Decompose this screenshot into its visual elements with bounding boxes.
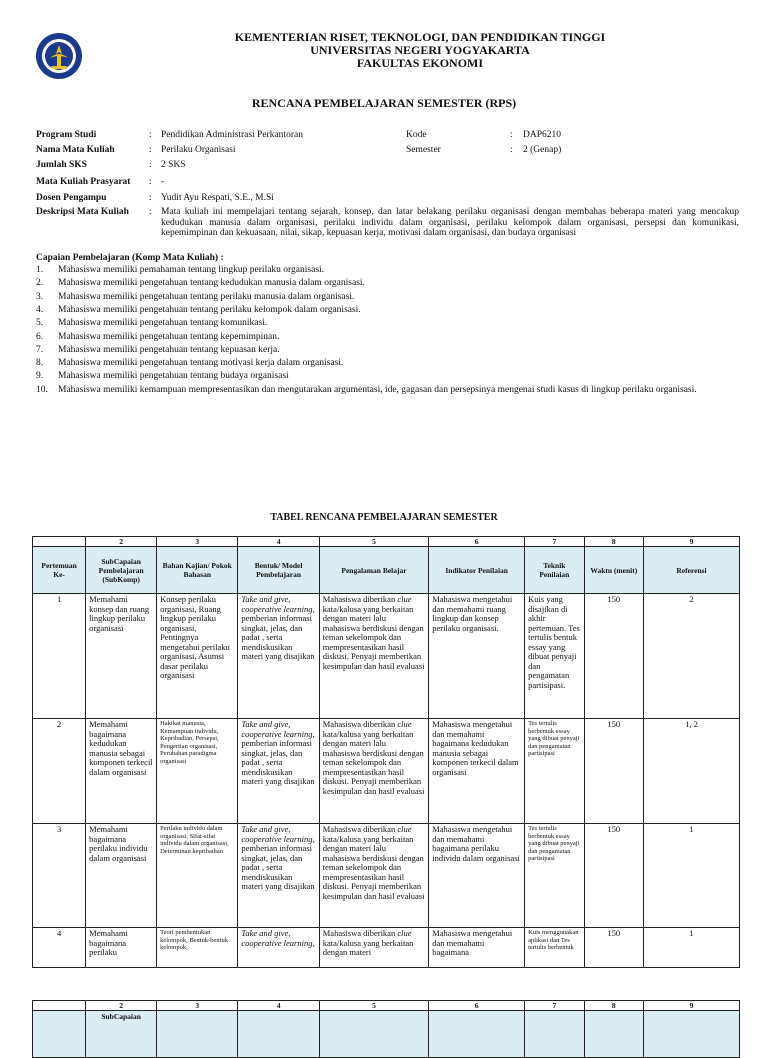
document-title: RENCANA PEMBELAJARAN SEMESTER (RPS)	[251, 96, 517, 110]
header-subkomp: SubCapaian	[86, 1011, 157, 1058]
header-subkomp: SubCapaian Pembelajaran (SubKomp)	[86, 547, 157, 594]
uny-logo-icon	[35, 32, 83, 80]
column-number-row: 2 3 4 5 6 7 8 9	[33, 537, 740, 547]
program-studi-label: Program Studi	[36, 130, 97, 140]
semester-label: Semester	[406, 145, 441, 155]
header-model: Bentuk/ Model Pembelajaran	[238, 547, 319, 594]
faculty-heading: FAKULTAS EKONOMI	[356, 56, 484, 70]
sks-value: 2 SKS	[161, 160, 186, 170]
colon: :	[149, 207, 152, 217]
colon: :	[149, 193, 152, 203]
header-indikator: Indikator Penilaian	[429, 547, 525, 594]
table-row: 2 Memahami bagaimana kedudukan manusia sebagai komponen terkecil dalam organisasi Hakikat manusia, Kemampuan individu, Kepribadian, Persepsi, Pengertian organisasi, Perubahan paradigma organisasi Take and give, cooperative learning, pemberian informasi singkat, jelas, dan padat , serta mendiskusikan materi yang disajikan Mahasiswa diberikan clue kata/kalusa yang berkaitan dengan materi lalu mahasiswa berdiskusi dengan teman sekelompok dan mempresentasikan hasil diskusi. Penyaji memberikan kesimpulan dan hasil evaluasi Mahasiswa mengetahui dan memahami bagaimana kedudukan manusia sebagai komponen terkecil dalam organisasi Tes tertulis berbentuk essay yang dibuat penyaji dan pengamatan partisipasi 150 1, 2	[33, 719, 740, 824]
colon: :	[149, 160, 152, 170]
colon: :	[149, 145, 152, 155]
dosen-label: Dosen Pengampu	[36, 193, 107, 203]
table-row: 1 Memahami konsep dan ruang lingkup perilaku organisasi Konsep perilaku organisasi, Ruang lingkup perilaku organisasi, Pentingnya mengetahui perilaku organisasi, Asumsi dasar perilaku organisasi Take and give, cooperative learning, pemberian informasi singkat, jelas, dan padat , serta mendiskusikan materi yang disajikan Mahasiswa diberikan clue kata/kalusa yang berkaitan dengan materi lalu mahasiswa berdiskusi dengan teman sekelompok dan mempresentasikan hasil diskusi. Penyaji memberikan kesimpulan dan hasil evaluasi Mahasiswa mengetahui dan memahami ruang lingkup dan konsep perilaku organisasi. Kuis yang disajikan di akhir pertemuan. Tes tertulis bentuk essay yang dibuat penyaji dan pengamatan partisipasi. 150 2	[33, 594, 740, 719]
table-header-row	[33, 1011, 740, 1058]
rps-table-continued	[32, 1000, 740, 1058]
program-studi-value: Pendidikan Administrasi Perkantoran	[161, 130, 303, 140]
kode-value: DAP6210	[523, 130, 562, 140]
sks-label: Jumlah SKS	[36, 160, 87, 170]
semester-value: 2 (Genap)	[523, 145, 562, 155]
university-heading: UNIVERSITAS NEGERI YOGYAKARTA	[310, 43, 530, 57]
header-pengalaman: Pengalaman Belajar	[319, 547, 428, 594]
dosen-value: Yudit Ayu Respati, S.E., M.Si	[161, 193, 274, 203]
colon: :	[149, 177, 152, 187]
capaian-title: Capaian Pembelajaran (Komp Mata Kuliah) :	[36, 253, 224, 263]
colon: :	[149, 130, 152, 140]
header-referensi: Referensi	[644, 547, 740, 594]
rps-table	[32, 536, 740, 968]
deskripsi-value: Mata kuliah ini mempelajari tentang sejarah, konsep, dan latar belakang perilaku organisasi dengan membahas beberapa materi yang mencakup kedudukan manusia dalam organisasi, perilaku individu dalam organisasi, perilaku kelompok dalam organisasi, persepsi dan komunikasi, kepemimpinan dan kekuasaan, nilai, sikap, kepuasan kerja, motivasi dalam organisasi, dan budaya organisasi	[161, 207, 739, 238]
table-header-row	[33, 547, 740, 594]
header-waktu: Waktu (menit)	[584, 547, 643, 594]
deskripsi-label: Deskripsi Mata Kuliah	[36, 207, 129, 217]
table-row: 3 Memahami bagaimana perilaku individu dalam organisasi Perilaku individu dalam organisasi, Sifat-sifat individu dalam organisasi, Determinan kepribadian Take and give, cooperative learning, pemberian informasi singkat, jelas, dan padat , serta mendiskusikan materi yang disajikan Mahasiswa diberikan clue kata/kalusa yang berkaitan dengan materi lalu mahasiswa berdiskusi dengan teman sekelompok dan mempresentasikan hasil diskusi. Penyaji memberikan kesimpulan dan hasil evaluasi Mahasiswa mengetahui dan memahami bagaimana perilaku individu dalam organisasi Tes tertulis berbentuk essay yang dibuat penyaji dan pengamatan partisipasi 150 1	[33, 824, 740, 928]
mata-kuliah-label: Nama Mata Kuliah	[36, 145, 115, 155]
header-bahan: Bahan Kajian/ Pokok Bahasan	[157, 547, 238, 594]
colon: :	[510, 130, 513, 140]
kode-label: Kode	[406, 130, 427, 140]
table-row: 4 Memahami bagaimana perilaku Teori pembentukan kelompok, Bentuk-bentuk kelompok, Take and give, cooperative learning, Mahasiswa diberikan clue kata/kalusa yang berkaitan dengan materi Mahasiswa mengetahui dan memahami bagaimana Kuis menggunakan aplikasi dan Tes tertulis berbentuk 150 1	[33, 928, 740, 968]
colon: :	[510, 145, 513, 155]
ministry-heading: KEMENTERIAN RISET, TEKNOLOGI, DAN PENDIDIKAN TINGGI	[234, 30, 606, 44]
prasyarat-label: Mata Kuliah Prasyarat	[36, 177, 131, 187]
prasyarat-value: -	[161, 177, 165, 187]
column-number-row: 2 3 4 5 6 7 8 9	[33, 1001, 740, 1011]
header-pertemuan: Pertemuan Ke-	[33, 547, 86, 594]
mata-kuliah-value: Perilaku Organisasi	[161, 145, 236, 155]
header-teknik: Teknik Penilaian	[525, 547, 584, 594]
table-title: TABEL RENCANA PEMBELAJARAN SEMESTER	[270, 512, 498, 523]
